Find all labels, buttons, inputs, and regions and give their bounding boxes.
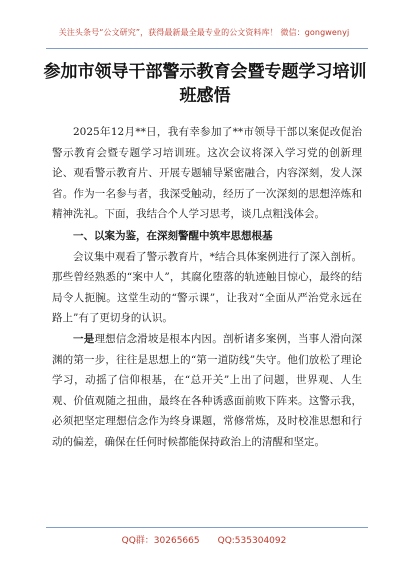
intro-paragraph: 2025年12月**日，我有幸参加了**市领导干部以案促改促治警示教育会暨专题学习培训班。这次会议将深入学习党的创新理论、观看警示教育片、开展专题辅导紧密融合，内容深刻，发人深省。作为一名参与者，我深受触动，经历了一次深刻的思想淬炼和精神洗礼。下面，我结合个人学习思考，谈几点粗浅体会。 — [52, 126, 362, 221]
document-title: 参加市领导干部警示教育会暨专题学习培训班感悟 — [43, 62, 367, 106]
point-lead: 一是 — [73, 332, 95, 345]
section1-paragraph-2 — [52, 329, 362, 453]
header-divider — [46, 48, 368, 49]
qq-group-number: QQ群：30265665 — [121, 536, 200, 546]
footer-contact — [0, 533, 408, 546]
point-text: 理想信念滑坡是根本内因。剖析诸多案例，当事人滑向深渊的第一步，往往是思想上的“第一道防线”失守。他们放松了理论学习，动摇了信仰根基，在“总开关”上出了问题，世界观、人生观、价值观随之扭曲，最终在各种诱惑面前败下阵来。这警示我，必须把坚定理想信念作为终身课题，常修常炼，及时校准思想和行动的偏差，确保在任何时候都能保持政治上的清醒和坚定。 — [52, 332, 363, 448]
document-body — [52, 122, 362, 453]
section1-paragraph-1: 会议集中观看了警示教育片，*结合具体案例进行了深入剖析。那些曾经熟悉的“案中人”，其腐化堕落的轨迹触目惊心，最终的结局令人扼腕。这堂生动的“警示课”，让我对“全面从严治党永远在路上”有了更切身的认识。 — [52, 250, 362, 325]
header-promo-note: 关注头条号“公文研究”，获得最新最全最专业的公文资料库！ 微信：gongwenyj — [58, 28, 350, 37]
footer-divider — [46, 527, 368, 528]
qq-number: QQ:535304092 — [217, 536, 287, 546]
section-heading-1: 一、以案为鉴，在深刻警醒中筑牢思想根基 — [73, 229, 273, 242]
